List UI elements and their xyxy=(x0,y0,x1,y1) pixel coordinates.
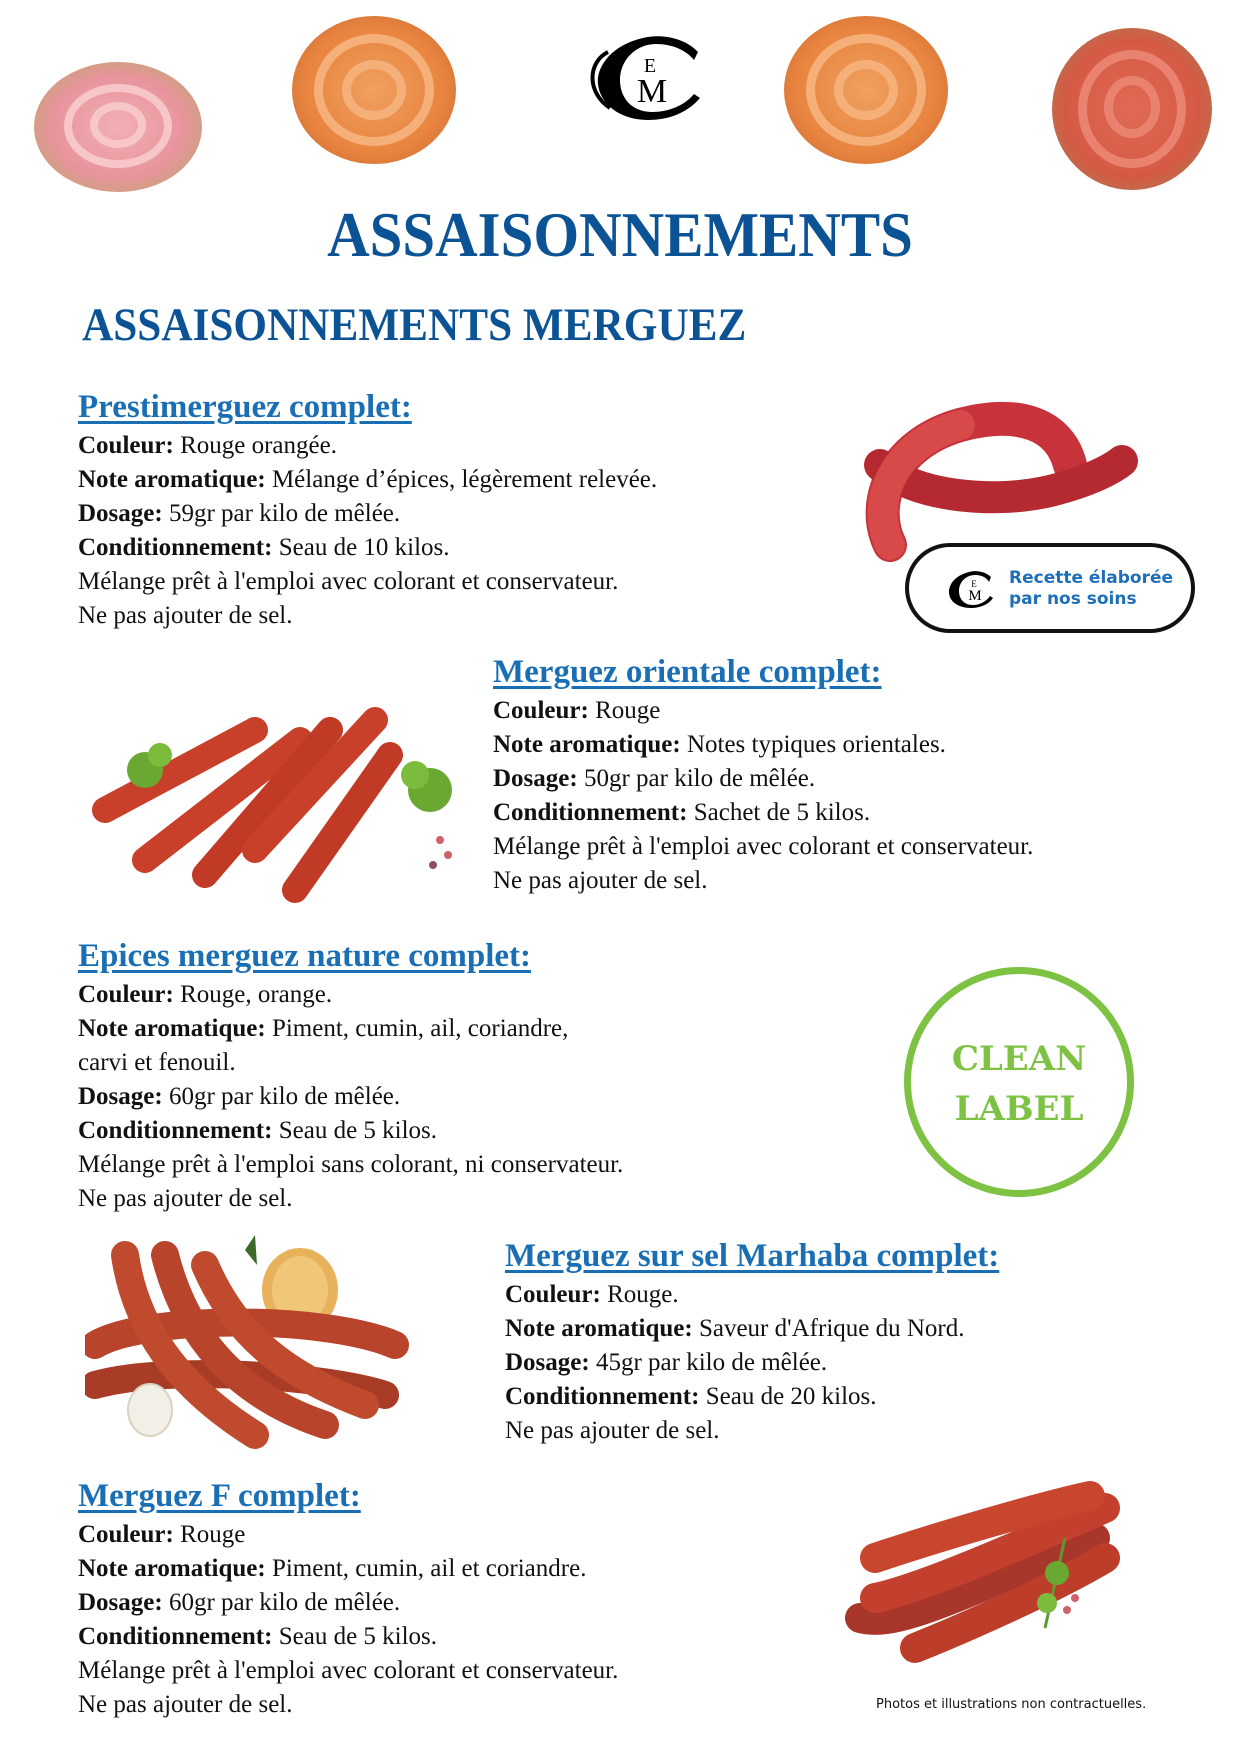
company-logo xyxy=(548,32,728,122)
orange-sausage-coil-image xyxy=(292,16,456,164)
note-row: Note aromatique: Piment, cumin, ail, coriandre, xyxy=(78,1015,569,1042)
dosage-row: Dosage: 45gr par kilo de mêlée. xyxy=(505,1349,828,1376)
extra-line: Ne pas ajouter de sel. xyxy=(493,867,708,894)
extra-line: Ne pas ajouter de sel. xyxy=(78,1691,293,1718)
couleur-row: Couleur: Rouge, orange. xyxy=(78,981,333,1008)
product-prestimerguez xyxy=(78,387,657,633)
product-merguez-orientale xyxy=(493,652,1033,898)
badge-text: Recette élaborée par nos soins xyxy=(1009,568,1174,609)
extra-line: Mélange prêt à l'emploi avec colorant et conservateur. xyxy=(78,568,619,595)
svg-text:M: M xyxy=(968,588,982,604)
extra-line: Ne pas ajouter de sel. xyxy=(78,1185,293,1212)
extra-line: Mélange prêt à l'emploi sans colorant, ni conservateur. xyxy=(78,1151,624,1178)
orange-sausage-coil-image xyxy=(784,16,948,164)
conditionnement-row: Conditionnement: Sachet de 5 kilos. xyxy=(493,799,871,826)
svg-text:M: M xyxy=(636,73,668,110)
conditionnement-row: Conditionnement: Seau de 5 kilos. xyxy=(78,1623,438,1650)
merguez-with-onion-garlic-image xyxy=(85,1235,425,1455)
extra-line: Mélange prêt à l'emploi avec colorant et conservateur. xyxy=(493,833,1034,860)
product-merguez-f xyxy=(78,1476,618,1722)
couleur-row: Couleur: Rouge xyxy=(78,1521,246,1548)
product-name: Merguez sur sel Marhaba complet: xyxy=(505,1238,1000,1274)
couleur-row: Couleur: Rouge orangée. xyxy=(78,432,337,459)
cme-logo-icon xyxy=(939,569,1001,609)
dosage-row: Dosage: 59gr par kilo de mêlée. xyxy=(78,500,401,527)
note-row: Note aromatique: Saveur d'Afrique du Nord. xyxy=(505,1315,965,1342)
conditionnement-row: Conditionnement: Seau de 10 kilos. xyxy=(78,534,450,561)
conditionnement-row: Conditionnement: Seau de 5 kilos. xyxy=(78,1117,438,1144)
extra-line: Mélange prêt à l'emploi avec colorant et conservateur. xyxy=(78,1657,619,1684)
product-merguez-sur-sel-marhaba xyxy=(505,1236,999,1448)
product-name: Merguez F complet: xyxy=(78,1478,361,1514)
recipe-badge xyxy=(905,543,1195,633)
dosage-row: Dosage: 60gr par kilo de mêlée. xyxy=(78,1589,401,1616)
section-title: ASSAISONNEMENTS MERGUEZ xyxy=(82,299,747,351)
clean-label-badge: CLEAN LABEL xyxy=(904,967,1134,1197)
dosage-row: Dosage: 60gr par kilo de mêlée. xyxy=(78,1083,401,1110)
product-name: Prestimerguez complet: xyxy=(78,389,412,425)
dosage-row: Dosage: 50gr par kilo de mêlée. xyxy=(493,765,816,792)
svg-text:E: E xyxy=(971,579,977,589)
note-row: Note aromatique: Piment, cumin, ail et coriandre. xyxy=(78,1555,587,1582)
extra-line: Ne pas ajouter de sel. xyxy=(78,602,293,629)
note-row: Note aromatique: Mélange d’épices, légèrement relevée. xyxy=(78,466,658,493)
note-continuation: carvi et fenouil. xyxy=(78,1049,236,1076)
merguez-with-parsley-image xyxy=(85,690,485,910)
stacked-merguez-image xyxy=(835,1478,1135,1668)
red-sausage-coil-image xyxy=(1052,28,1212,190)
product-name: Epices merguez nature complet: xyxy=(78,938,532,974)
product-name: Merguez orientale complet: xyxy=(493,654,882,690)
product-epices-merguez-nature xyxy=(78,936,623,1216)
extra-line: Ne pas ajouter de sel. xyxy=(505,1417,720,1444)
svg-text:E: E xyxy=(643,55,657,77)
note-row: Note aromatique: Notes typiques orientales. xyxy=(493,731,946,758)
disclaimer-text: Photos et illustrations non contractuelles. xyxy=(876,1697,1147,1712)
page-title: ASSAISONNEMENTS xyxy=(327,199,913,270)
conditionnement-row: Conditionnement: Seau de 20 kilos. xyxy=(505,1383,877,1410)
couleur-row: Couleur: Rouge. xyxy=(505,1281,679,1308)
pink-sausage-coil-image xyxy=(34,62,202,192)
cme-logo-icon xyxy=(548,32,728,122)
couleur-row: Couleur: Rouge xyxy=(493,697,661,724)
